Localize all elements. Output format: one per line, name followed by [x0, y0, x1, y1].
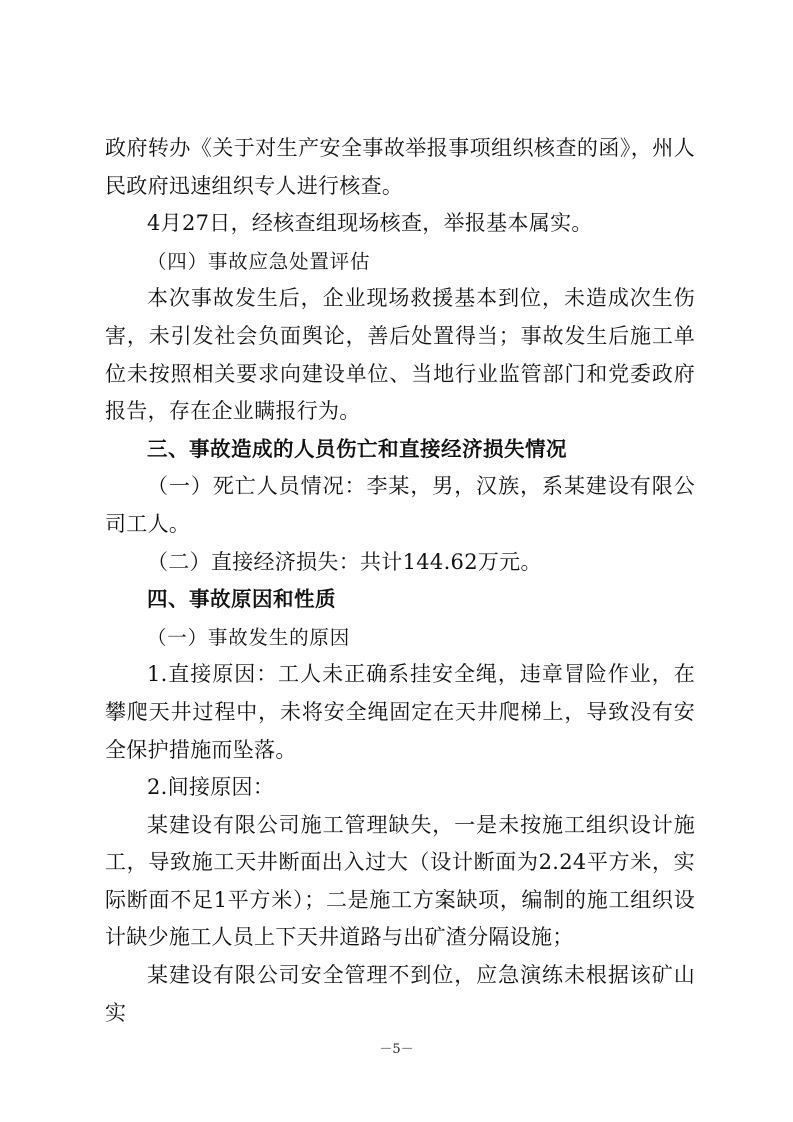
paragraph-verification-date: 4月27日，经核查组现场核查，举报基本属实。 — [147, 211, 593, 236]
paragraph-indirect-cause-label: 2.间接原因： — [147, 775, 275, 800]
subheading-emergency-evaluation: （四）事故应急处置评估 — [147, 249, 371, 273]
paragraph-deceased: （一）死亡人员情况：李某，男，汉族，系某建设有限公司工人。 — [105, 474, 695, 536]
paragraph-safety-management: 某建设有限公司安全管理不到位，应急演练未根据该矿山实 — [105, 963, 695, 1025]
paragraph-construction-management: 某建设有限公司施工管理缺失，一是未按施工组织设计施工，导致施工天井断面出入过大（设计断面为2.24平方米，实际断面不足1平方米）；二是施工方案缺项，编制的施工组织设计缺少施工人员上下天井道路与出矿渣分隔设施； — [105, 812, 695, 950]
subheading-causes: （一）事故发生的原因 — [147, 625, 351, 649]
document-body — [105, 130, 695, 1032]
paragraph-economic-loss: （二）直接经济损失：共计144.62万元。 — [147, 549, 542, 574]
heading-causes-nature: 四、事故原因和性质 — [147, 587, 336, 612]
paragraph-direct-cause: 1.直接原因：工人未正确系挂安全绳，违章冒险作业，在攀爬天井过程中，未将安全绳固定在天井爬梯上，导致没有安全保护措施而坠落。 — [105, 662, 695, 762]
paragraph-continuation: 政府转办《关于对生产安全事故举报事项组织核查的函》，州人民政府迅速组织专人进行核查。 — [105, 136, 695, 198]
page-number: －5－ — [379, 1042, 414, 1057]
heading-casualties-losses: 三、事故造成的人员伤亡和直接经济损失情况 — [147, 436, 567, 461]
paragraph-emergency-response: 本次事故发生后，企业现场救援基本到位，未造成次生伤害，未引发社会负面舆论，善后处置得当；事故发生后施工单位未按照相关要求向建设单位、当地行业监管部门和党委政府报告，存在企业瞒报行为。 — [105, 286, 695, 424]
